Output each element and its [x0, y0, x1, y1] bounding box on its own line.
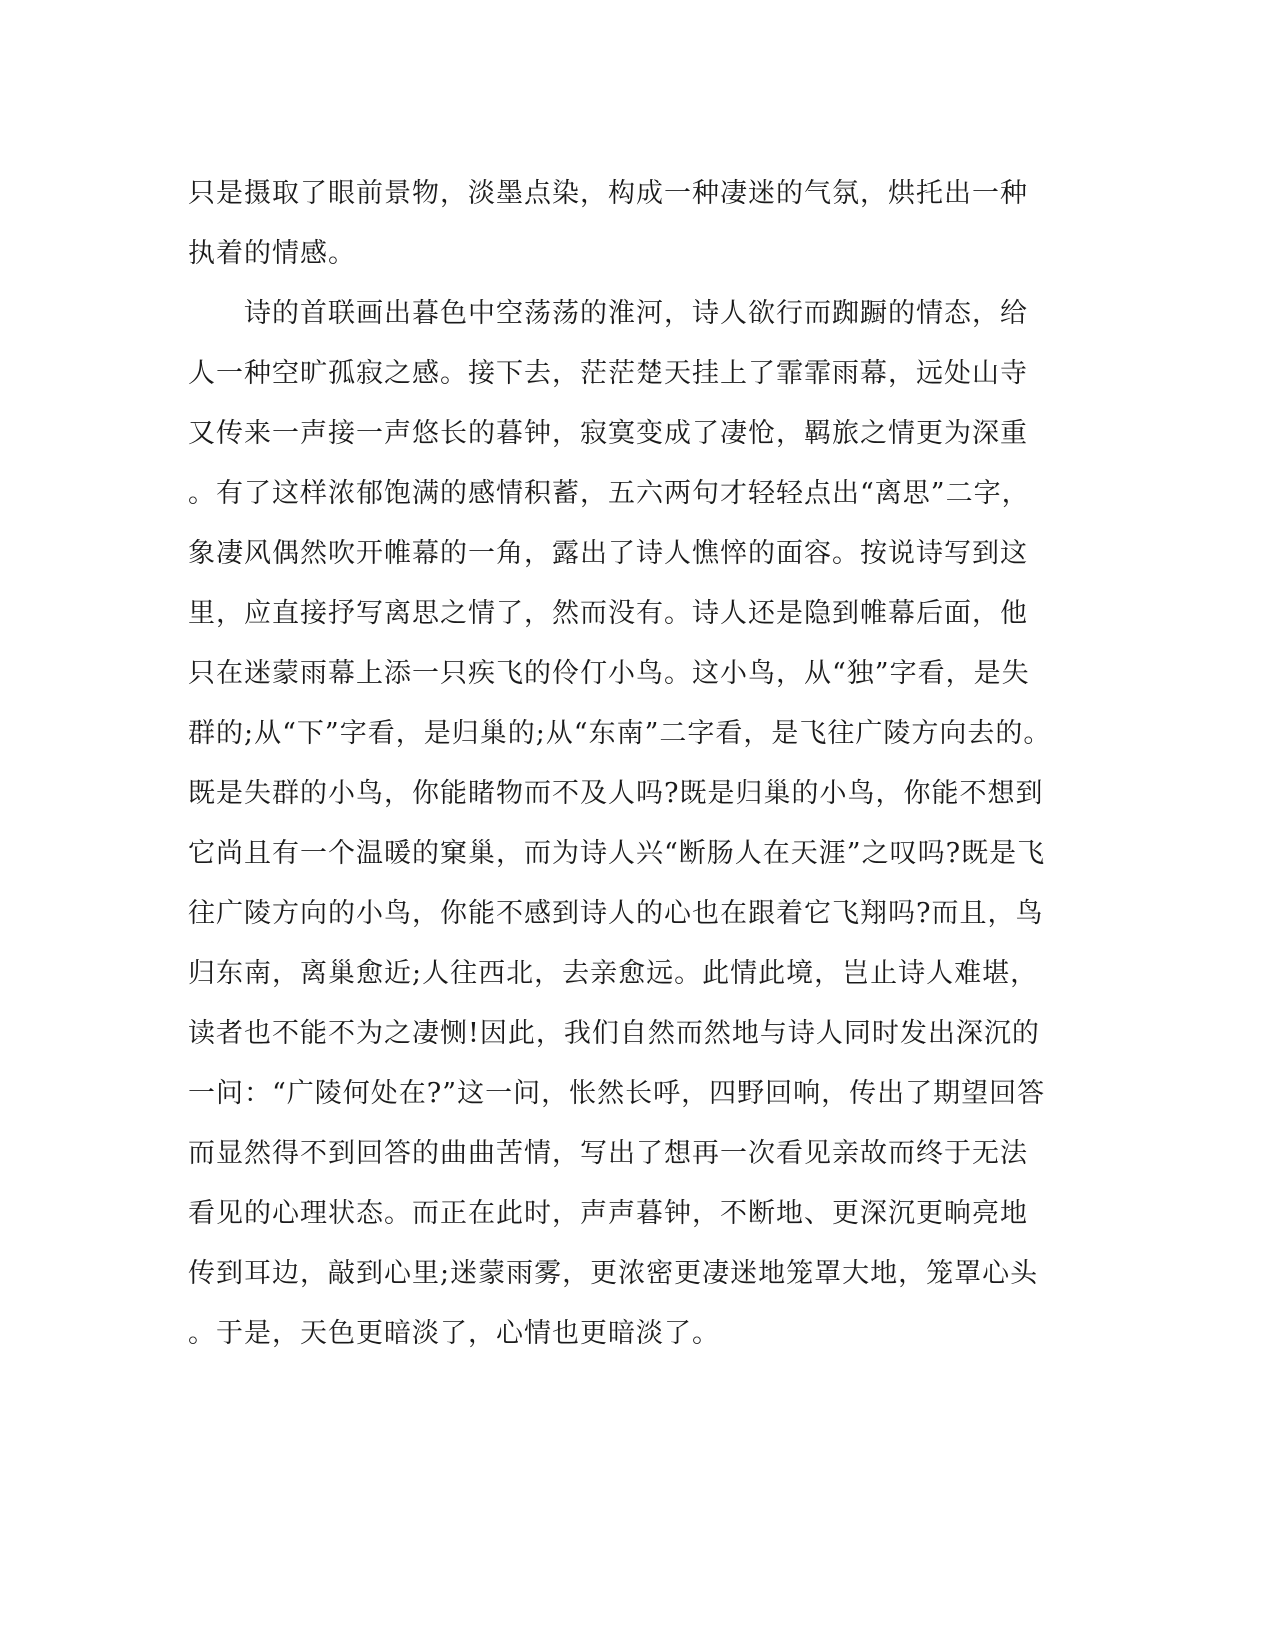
text-line: 。有了这样浓郁饱满的感情积蓄，五六两句才轻轻点出“离思”二字， [188, 478, 1030, 509]
text-line: 只在迷蒙雨幕上添一只疾飞的伶仃小鸟。这小鸟，从“独”字看，是失 [188, 658, 1030, 689]
text-line: 而显然得不到回答的曲曲苦情，写出了想再一次看见亲故而终于无法 [188, 1138, 1028, 1169]
text-line: 往广陵方向的小鸟，你能不感到诗人的心也在跟着它飞翔吗?而且，鸟 [188, 898, 1044, 929]
text-line: 它尚且有一个温暖的窠巢，而为诗人兴“断肠人在天涯”之叹吗?既是飞 [188, 838, 1046, 869]
text-line: 人一种空旷孤寂之感。接下去，茫茫楚天挂上了霏霏雨幕，远处山寺 [188, 358, 1028, 389]
text-line: 群的;从“下”字看，是归巢的;从“东南”二字看，是飞往广陵方向去的。 [188, 718, 1052, 749]
text-line: 象凄风偶然吹开帷幕的一角，露出了诗人憔悴的面容。按说诗写到这 [188, 538, 1028, 569]
text-line: 既是失群的小鸟，你能睹物而不及人吗?既是归巢的小鸟，你能不想到 [188, 778, 1044, 809]
text-line: 读者也不能不为之凄恻!因此，我们自然而然地与诗人同时发出深沉的 [188, 1018, 1040, 1049]
body-text [188, 164, 1068, 1364]
text-line: 一问：“广陵何处在?”这一问，怅然长呼，四野回响，传出了期望回答 [188, 1078, 1046, 1109]
text-line: 看见的心理状态。而正在此时，声声暮钟，不断地、更深沉更晌亮地 [188, 1198, 1028, 1229]
text-line: 里，应直接抒写离思之情了，然而没有。诗人还是隐到帷幕后面，他 [188, 598, 1028, 629]
text-line: 只是摄取了眼前景物，淡墨点染，构成一种凄迷的气氛，烘托出一种 [188, 178, 1028, 209]
text-line: 传到耳边，敲到心里;迷蒙雨雾，更浓密更凄迷地笼罩大地，笼罩心头 [188, 1258, 1039, 1289]
text-line: 诗的首联画出暮色中空荡荡的淮河，诗人欲行而踟蹰的情态，给 [188, 298, 1028, 329]
text-line: 又传来一声接一声悠长的暮钟，寂寞变成了凄怆，羁旅之情更为深重 [188, 418, 1028, 449]
text-line: 。于是，天色更暗淡了，心情也更暗淡了。 [188, 1318, 720, 1349]
text-line: 归东南，离巢愈近;人往西北，去亲愈远。此情此境，岂止诗人难堪， [188, 958, 1039, 989]
text-line: 执着的情感。 [188, 238, 356, 269]
